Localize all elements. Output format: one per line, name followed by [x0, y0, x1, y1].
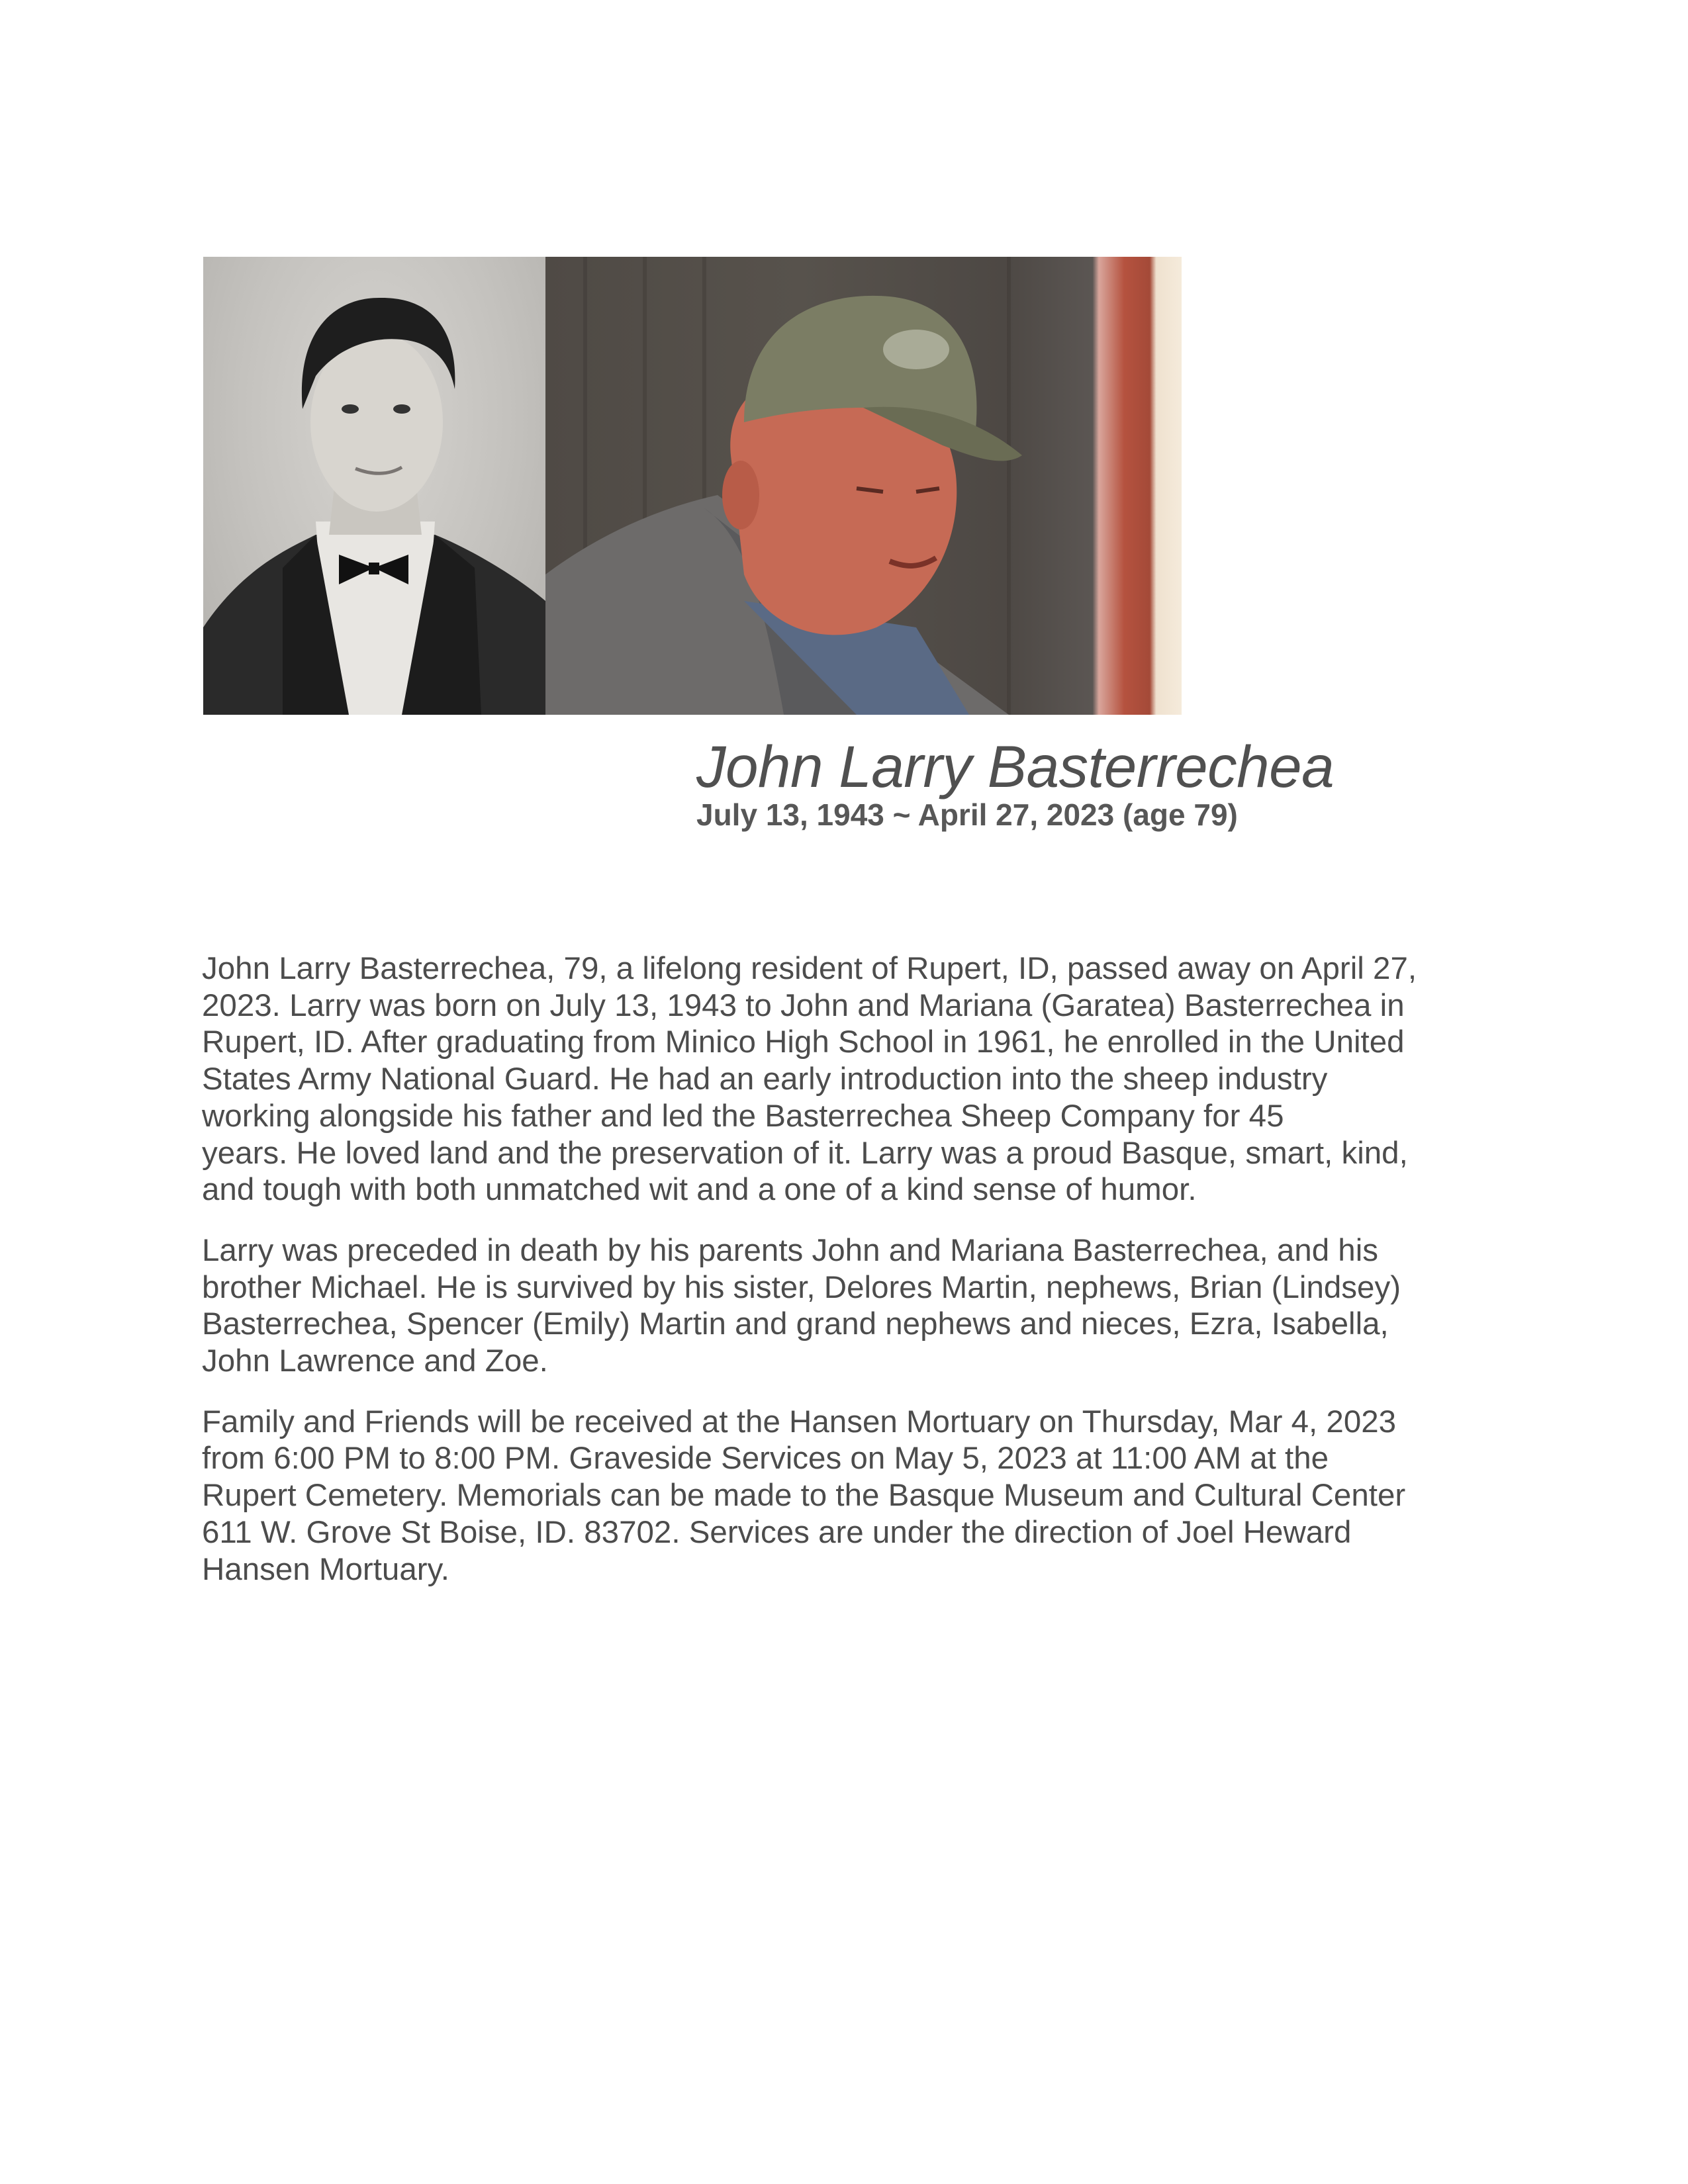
text-line: Larry was preceded in death by his parents John and Mariana Basterrechea, and his	[202, 1232, 1379, 1268]
text-line: 611 W. Grove St Boise, ID. 83702. Services are under the direction of Joel Heward	[202, 1514, 1352, 1550]
deceased-name: John Larry Basterrechea	[696, 733, 1335, 799]
text-line: Rupert Cemetery. Memorials can be made to the Basque Museum and Cultural Center	[202, 1478, 1406, 1514]
text-line: John Larry Basterrechea, 79, a lifelong resident of Rupert, ID, passed away on April 27,	[202, 951, 1417, 986]
text-line: and tough with both unmatched wit and a one of a kind sense of humor.	[202, 1172, 1197, 1208]
text-line: Rupert, ID. After graduating from Minico High School in 1961, he enrolled in the United	[202, 1024, 1405, 1060]
text-line: Family and Friends will be received at the Hansen Mortuary on Thursday, Mar 4, 2023	[202, 1404, 1397, 1439]
life-dates: July 13, 1943 ~ April 27, 2023 (age 79)	[696, 797, 1238, 832]
text-line: States Army National Guard. He had an early introduction into the sheep industry	[202, 1062, 1328, 1097]
photo-strip	[203, 257, 1182, 715]
text-line: from 6:00 PM to 8:00 PM. Graveside Services on May 5, 2023 at 11:00 AM at the	[202, 1441, 1329, 1477]
young-portrait-photo	[203, 257, 545, 715]
text-line: working alongside his father and led the Basterrechea Sheep Company for 45	[202, 1098, 1284, 1134]
paragraph-biography	[202, 950, 1519, 1208]
text-line: John Lawrence and Zoe.	[202, 1343, 548, 1379]
text-line: Basterrechea, Spencer (Emily) Martin and grand nephews and nieces, Ezra, Isabella,	[202, 1306, 1389, 1342]
text-line: years. He loved land and the preservation of it. Larry was a proud Basque, smart, kind,	[202, 1135, 1408, 1171]
older-portrait-photo	[545, 257, 1182, 715]
text-line: 2023. Larry was born on July 13, 1943 to John and Mariana (Garatea) Basterrechea in	[202, 987, 1405, 1023]
text-line: Hansen Mortuary.	[202, 1551, 449, 1587]
paragraph-services	[202, 1404, 1519, 1588]
obituary-body	[202, 950, 1519, 1612]
young-portrait-illustration	[203, 257, 545, 715]
older-portrait-illustration	[545, 257, 1182, 715]
paragraph-family	[202, 1232, 1519, 1380]
obituary-header	[696, 733, 1334, 833]
text-line: brother Michael. He is survived by his sister, Delores Martin, nephews, Brian (Lindsey)	[202, 1269, 1401, 1305]
